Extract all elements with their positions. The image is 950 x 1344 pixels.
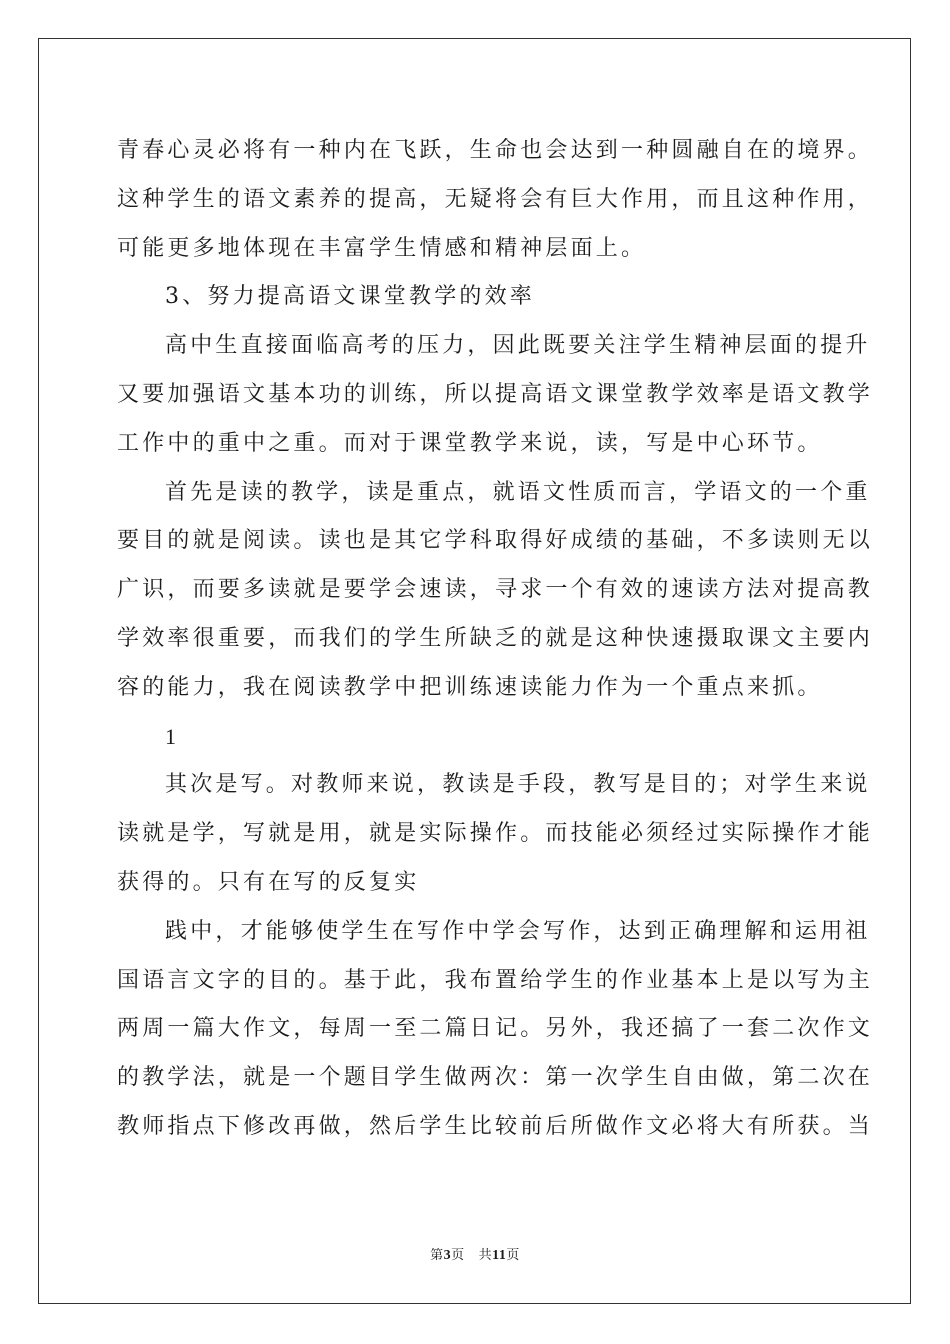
text-line: 青春心灵必将有一种内在飞跃，生命也会达到一种圆融自在的境界。 bbox=[117, 138, 874, 163]
total-prefix: 共 bbox=[478, 1248, 493, 1263]
text-line: 其次是写。对教师来说，教读是手段，教写是目的；对学生来说 bbox=[165, 772, 871, 798]
text-line: 读就是学，写就是用，就是实际操作。而技能必须经过实际操作才能 bbox=[117, 821, 874, 847]
document-body bbox=[117, 127, 874, 1152]
text-line: 两周一篇大作文，每周一至二篇日记。另外，我还搞了一套二次作文 bbox=[117, 1016, 874, 1042]
inline-number: 1 bbox=[165, 723, 180, 749]
page-number: 3 bbox=[443, 1248, 452, 1263]
text-line: 工作中的重中之重。而对于课堂教学来说，读，写是中心环节。 bbox=[117, 430, 823, 456]
page-suffix: 页 bbox=[451, 1248, 465, 1263]
text-line: 获得的。只有在写的反复实 bbox=[117, 869, 420, 895]
text-line: 广识，而要多读就是要学会速读，寻求一个有效的速读方法对提高教 bbox=[117, 577, 874, 603]
page-prefix: 第 bbox=[430, 1248, 444, 1263]
section-heading: 3、努力提高语文课堂教学的效率 bbox=[165, 284, 535, 310]
text-line: 首先是读的教学，读是重点，就语文性质而言，学语文的一个重 bbox=[165, 479, 871, 505]
text-line: 高中生直接面临高考的压力，因此既要关注学生精神层面的提升 bbox=[165, 333, 871, 359]
text-line: 要目的就是阅读。读也是其它学科取得好成绩的基础，不多读则无以 bbox=[117, 528, 874, 554]
text-line: 学效率很重要，而我们的学生所缺乏的就是这种快速摄取课文主要内 bbox=[117, 625, 874, 651]
text-line: 教师指点下修改再做，然后学生比较前后所做作文必将大有所获。当 bbox=[117, 1113, 874, 1139]
total-pages: 11 bbox=[492, 1248, 507, 1263]
text-line: 又要加强语文基本功的训练，所以提高语文课堂教学效率是语文教学 bbox=[117, 381, 874, 407]
text-line: 国语言文字的目的。基于此，我布置给学生的作业基本上是以写为主 bbox=[117, 967, 874, 993]
text-line: 践中，才能够使学生在写作中学会写作，达到正确理解和运用祖 bbox=[165, 918, 871, 944]
text-line: 容的能力，我在阅读教学中把训练速读能力作为一个重点来抓。 bbox=[117, 674, 823, 700]
text-line: 可能更多地体现在丰富学生情感和精神层面上。 bbox=[117, 235, 647, 261]
page-footer bbox=[0, 1244, 950, 1264]
total-suffix: 页 bbox=[506, 1248, 520, 1263]
text-line: 这种学生的语文素养的提高，无疑将会有巨大作用，而且这种作用， bbox=[117, 186, 874, 212]
text-line: 的教学法，就是一个题目学生做两次：第一次学生自由做，第二次在 bbox=[117, 1065, 874, 1091]
